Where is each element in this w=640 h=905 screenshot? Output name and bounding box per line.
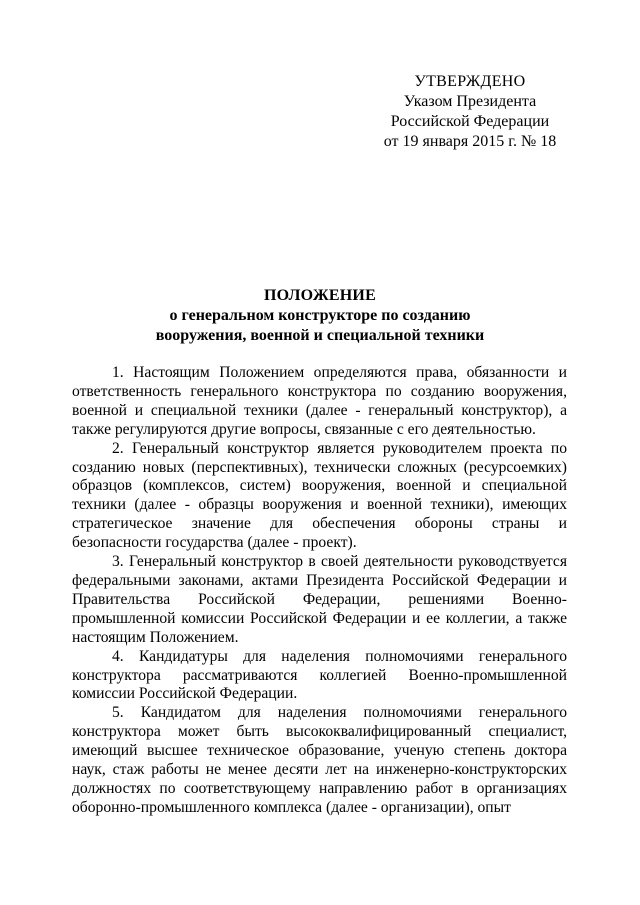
document-subtitle-line1: о генеральном конструкторе по созданию bbox=[169, 307, 471, 324]
paragraph-3: 3. Генеральный конструктор в своей деятельности руководствуется федеральными законами, актами Президента Российской Федерации и Правительства Российской Федерации, решениями Военно-промышленной комиссии Российской Федерации и ее коллегии, а также настоящим Положением. bbox=[72, 553, 567, 646]
document-heading bbox=[60, 286, 580, 346]
document-title: ПОЛОЖЕНИЕ bbox=[264, 287, 376, 304]
approval-status: УТВЕРЖДЕНО bbox=[414, 73, 526, 90]
paragraph-5: 5. Кандидатом для наделения полномочиями генерального конструктора может быть высококвалифицированный специалист, имеющий высшее техническое образование, ученую степень доктора наук, стаж работы не менее десяти лет на инженерно-конструкторских должностях по соответствующему направлению работ в организациях оборонно-промышленного комплекса (далее - организации), опыт bbox=[72, 704, 567, 816]
document-body bbox=[72, 364, 567, 818]
approval-authority: Российской Федерации bbox=[390, 113, 550, 130]
paragraph-4: 4. Кандидатуры для наделения полномочиями генерального конструктора рассматриваются коллегией Военно-промышленной комиссии Российской Федерации. bbox=[72, 647, 567, 703]
approval-decree: Указом Президента bbox=[403, 93, 537, 110]
document-subtitle-line2: вооружения, военной и специальной техники bbox=[155, 327, 485, 344]
paragraph-1: 1. Настоящим Положением определяются права, обязанности и ответственность генерального конструктора по созданию вооружения, военной и специальной техники (далее - генеральный конструктор), а также регулируются другие вопросы, связанные с его деятельностью. bbox=[72, 364, 567, 438]
approval-date: от 19 января 2015 г. № 18 bbox=[383, 133, 557, 150]
approval-block bbox=[360, 72, 580, 152]
paragraph-2: 2. Генеральный конструктор является руководителем проекта по созданию новых (перспективных), технически сложных (ресурсоемких) образцов (комплексов, систем) вооружения, военной и специальной техники (далее - образцы вооружения и военной техники), имеющих стратегическое значение для обеспечения обороны страны и безопасности государства (далее - проект). bbox=[72, 439, 567, 552]
